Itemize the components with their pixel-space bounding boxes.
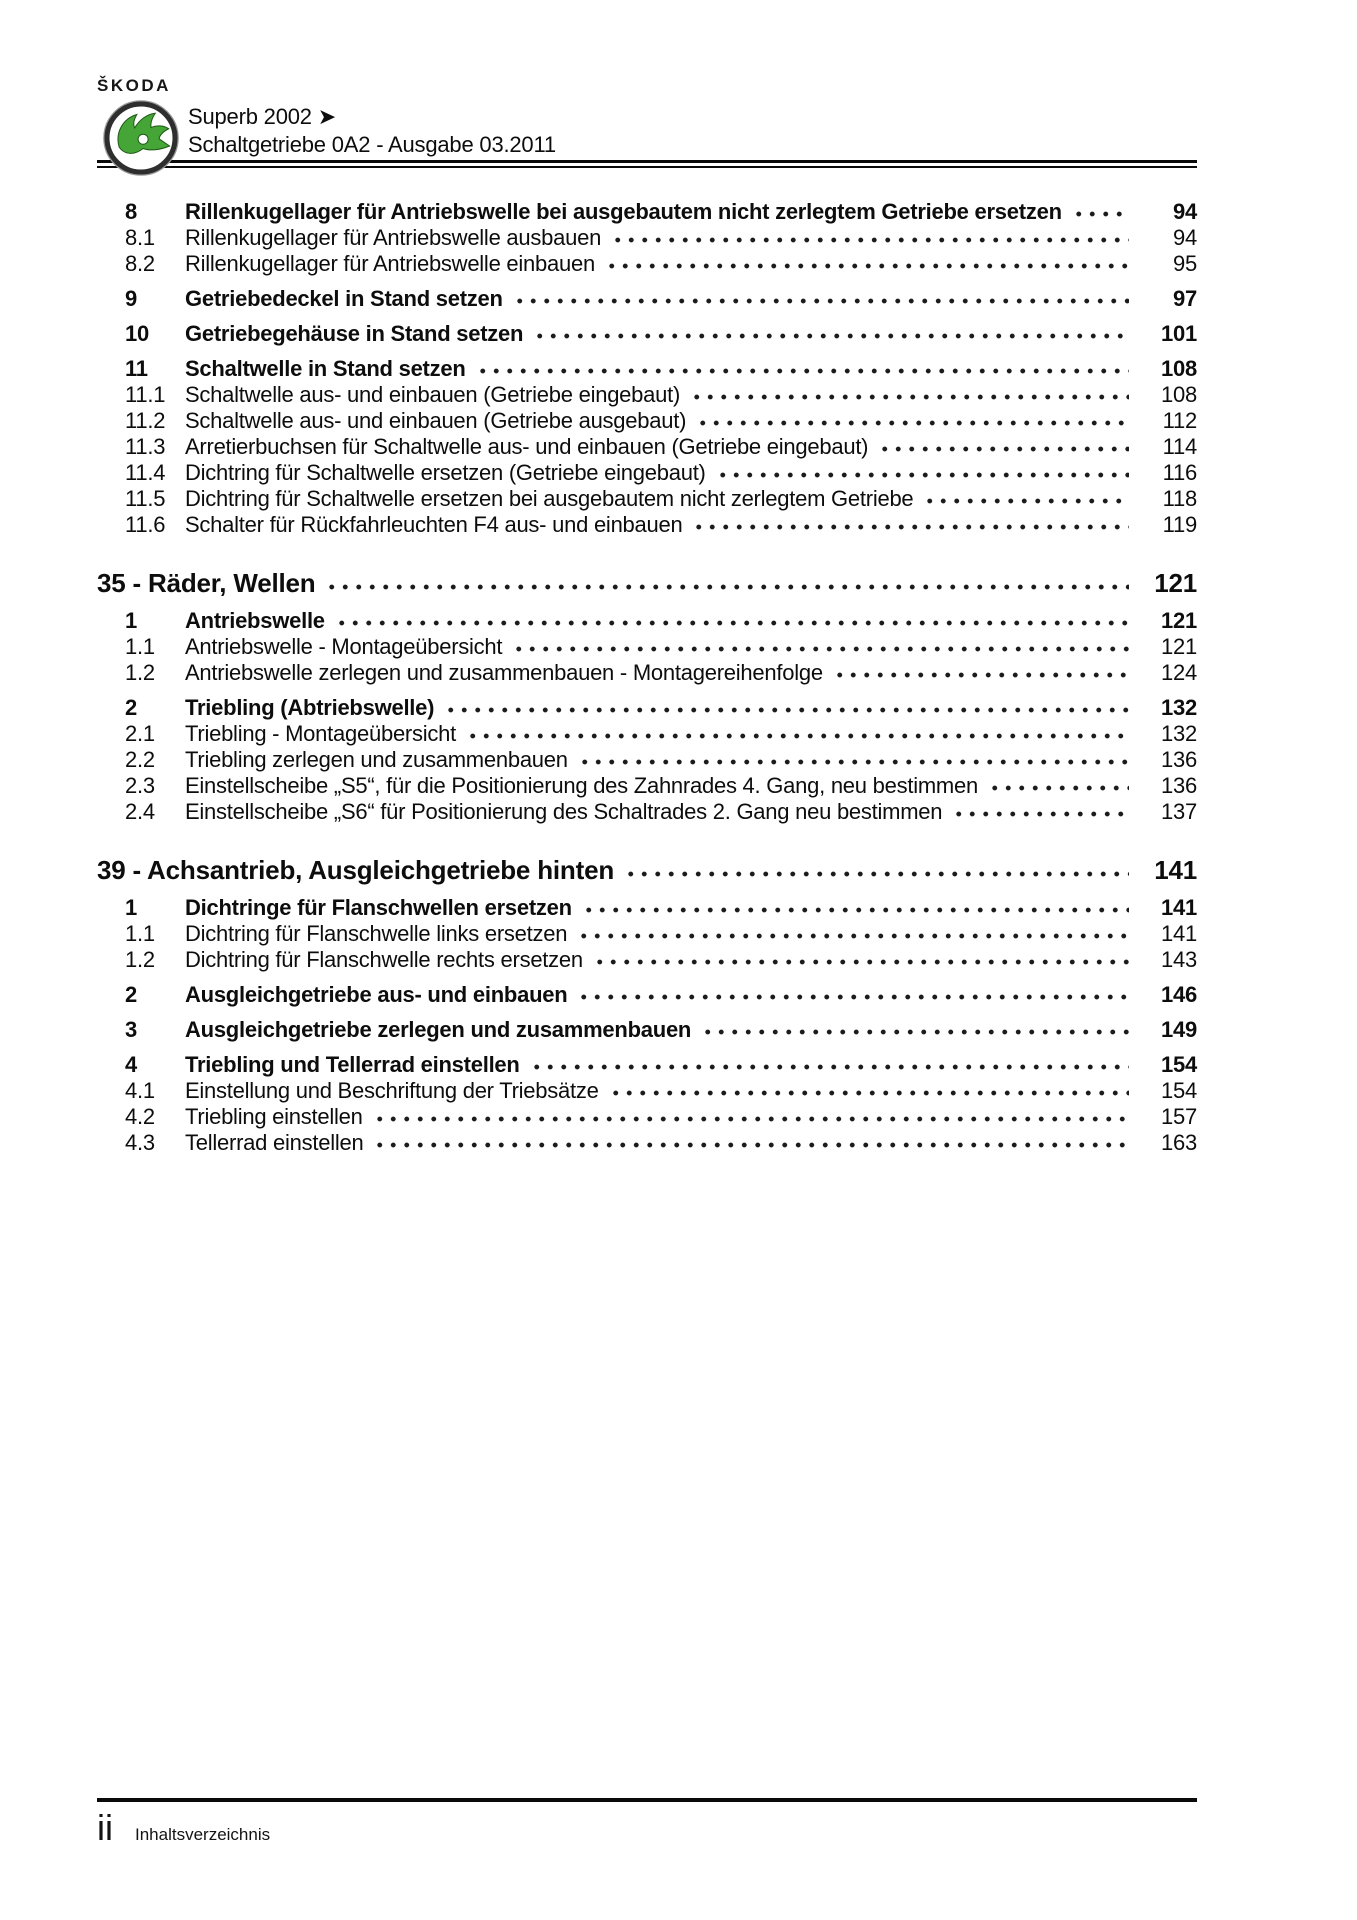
dot-leader	[444, 704, 1129, 715]
entry-page-number: 132	[1161, 695, 1197, 720]
footer-page-number: ii	[97, 1807, 113, 1848]
entry-title: Rillenkugellager für Antriebswelle ausbauen	[185, 225, 602, 250]
entry-page-number: 121	[1161, 634, 1197, 659]
dot-leader	[692, 521, 1129, 532]
table-of-contents	[97, 190, 1197, 1156]
dot-leader	[605, 260, 1129, 271]
toc-entry	[97, 660, 1197, 686]
dot-leader	[696, 417, 1129, 428]
entry-title: Dichtringe für Flanschwellen ersetzen	[185, 895, 572, 920]
section-page-number: 121	[1154, 568, 1197, 598]
entry-title: Antriebswelle zerlegen und zusammenbauen - Montagereihenfolge	[185, 660, 823, 685]
entry-title: Ausgleichgetriebe zerlegen und zusammenbauen	[185, 1017, 692, 1042]
entry-title: Tellerrad einstellen	[185, 1130, 364, 1155]
dot-leader	[335, 617, 1129, 628]
entry-title: Arretierbuchsen für Schaltwelle aus- und einbauen (Getriebe eingebaut)	[185, 434, 869, 459]
entry-number: 8.2	[125, 251, 155, 276]
entry-page-number: 136	[1161, 773, 1197, 798]
dot-leader	[611, 234, 1129, 245]
entry-page-number: 97	[1173, 286, 1197, 311]
entry-number: 11.5	[125, 486, 166, 511]
toc-entry	[97, 382, 1197, 408]
entry-number: 1.1	[125, 634, 155, 659]
entry-number: 3	[125, 1017, 137, 1042]
dot-leader	[624, 868, 1129, 879]
toc-entry	[97, 773, 1197, 799]
entry-title: Dichtring für Flanschwelle rechts ersetzen	[185, 947, 583, 972]
entry-page-number: 124	[1161, 660, 1197, 685]
section-title: 39 - Achsantrieb, Ausgleichgetriebe hinten	[97, 855, 615, 885]
dot-leader	[577, 991, 1129, 1002]
header-text-block	[188, 103, 556, 159]
dot-leader	[373, 1139, 1129, 1150]
dot-leader	[582, 904, 1129, 915]
toc-entry	[97, 695, 1197, 721]
dot-leader	[952, 808, 1129, 819]
entry-number: 11.1	[125, 382, 166, 407]
toc-entry	[97, 1052, 1197, 1078]
dot-leader	[512, 643, 1129, 654]
entry-page-number: 154	[1161, 1052, 1197, 1077]
entry-number: 2.1	[125, 721, 155, 746]
section-page-number: 141	[1154, 855, 1197, 885]
entry-title: Schalter für Rückfahrleuchten F4 aus- und einbauen	[185, 512, 683, 537]
entry-page-number: 143	[1161, 947, 1197, 972]
entry-number: 1.2	[125, 660, 155, 685]
toc-entry	[97, 921, 1197, 947]
entry-page-number: 137	[1161, 799, 1197, 824]
skoda-wordmark: ŠKODA	[97, 76, 171, 95]
entry-title: Einstellscheibe „S5“, für die Positionierung des Zahnrades 4. Gang, neu bestimmen	[185, 773, 978, 798]
entry-number: 2	[125, 695, 137, 720]
dot-leader	[988, 782, 1129, 793]
entry-page-number: 157	[1161, 1104, 1197, 1129]
entry-page-number: 116	[1162, 460, 1197, 485]
dot-leader	[578, 756, 1129, 767]
entry-number: 4.1	[125, 1078, 155, 1103]
toc-entry	[97, 356, 1197, 382]
dot-leader	[701, 1026, 1129, 1037]
toc-section-row	[97, 568, 1197, 599]
entry-title: Triebling einstellen	[185, 1104, 363, 1129]
entry-title: Getriebegehäuse in Stand setzen	[185, 321, 524, 346]
entry-title: Ausgleichgetriebe aus- und einbauen	[185, 982, 568, 1007]
entry-page-number: 112	[1162, 408, 1197, 433]
skoda-logo-icon	[99, 96, 183, 180]
dot-leader	[609, 1087, 1129, 1098]
toc-entry	[97, 747, 1197, 773]
entry-number: 8	[125, 199, 137, 224]
entry-page-number: 101	[1161, 321, 1197, 346]
toc-entry	[97, 634, 1197, 660]
entry-title: Rillenkugellager für Antriebswelle einbauen	[185, 251, 595, 276]
entry-number: 1	[125, 895, 137, 920]
toc-entry	[97, 895, 1197, 921]
entry-number: 11.4	[125, 460, 166, 485]
dot-leader	[466, 730, 1129, 741]
entry-number: 4.3	[125, 1130, 155, 1155]
entry-page-number: 95	[1173, 251, 1197, 276]
header-model-line: Superb 2002 ➤	[188, 104, 336, 129]
entry-title: Schaltwelle aus- und einbauen (Getriebe eingebaut)	[185, 382, 681, 407]
toc-entry	[97, 408, 1197, 434]
dot-leader	[533, 330, 1129, 341]
entry-number: 11	[125, 356, 148, 381]
entry-number: 10	[125, 321, 149, 346]
toc-entry	[97, 1104, 1197, 1130]
entry-page-number: 94	[1173, 225, 1197, 250]
entry-number: 1.2	[125, 947, 155, 972]
entry-number: 11.6	[125, 512, 166, 537]
toc-entry	[97, 608, 1197, 634]
entry-title: Triebling - Montageübersicht	[185, 721, 456, 746]
entry-title: Antriebswelle	[185, 608, 325, 633]
toc-entry	[97, 251, 1197, 277]
header-subtitle: Schaltgetriebe 0A2 - Ausgabe 03.2011	[188, 132, 556, 157]
entry-number: 2.3	[125, 773, 155, 798]
dot-leader	[878, 443, 1129, 454]
entry-number: 2.2	[125, 747, 155, 772]
dot-leader	[476, 365, 1129, 376]
toc-entry	[97, 512, 1197, 538]
entry-title: Einstellscheibe „S6“ für Positionierung des Schaltrades 2. Gang neu bestimmen	[185, 799, 943, 824]
entry-title: Einstellung und Beschriftung der Triebsätze	[185, 1078, 599, 1103]
toc-entry	[97, 947, 1197, 973]
toc-entry	[97, 721, 1197, 747]
dot-leader	[923, 495, 1129, 506]
entry-title: Dichtring für Schaltwelle ersetzen bei ausgebautem nicht zerlegtem Getriebe	[185, 486, 914, 511]
entry-title: Dichtring für Schaltwelle ersetzen (Getriebe eingebaut)	[185, 460, 706, 485]
entry-number: 1	[125, 608, 137, 633]
entry-page-number: 94	[1173, 199, 1197, 224]
entry-title: Dichtring für Flanschwelle links ersetzen	[185, 921, 568, 946]
entry-number: 9	[125, 286, 137, 311]
entry-title: Triebling (Abtriebswelle)	[185, 695, 435, 720]
footer	[97, 1808, 270, 1848]
entry-number: 4	[125, 1052, 137, 1077]
dot-leader	[833, 669, 1129, 680]
toc-entry	[97, 286, 1197, 312]
dot-leader	[690, 391, 1129, 402]
entry-page-number: 118	[1162, 486, 1197, 511]
dot-leader	[513, 295, 1129, 306]
dot-leader	[1072, 208, 1129, 219]
toc-entry	[97, 225, 1197, 251]
section-title: 35 - Räder, Wellen	[97, 568, 316, 598]
dot-leader	[530, 1061, 1129, 1072]
dot-leader	[373, 1113, 1129, 1124]
toc-entry	[97, 1017, 1197, 1043]
entry-number: 1.1	[125, 921, 155, 946]
entry-title: Antriebswelle - Montageübersicht	[185, 634, 503, 659]
header-rule	[97, 160, 1197, 168]
entry-page-number: 121	[1161, 608, 1197, 633]
entry-page-number: 146	[1161, 982, 1197, 1007]
toc-entry	[97, 486, 1197, 512]
footer-rule	[97, 1798, 1197, 1802]
dot-leader	[593, 956, 1129, 967]
entry-page-number: 108	[1161, 356, 1197, 381]
entry-page-number: 114	[1162, 434, 1197, 459]
entry-number: 8.1	[125, 225, 155, 250]
entry-page-number: 141	[1161, 895, 1197, 920]
entry-title: Getriebedeckel in Stand setzen	[185, 286, 503, 311]
dot-leader	[577, 930, 1129, 941]
entry-title: Triebling zerlegen und zusammenbauen	[185, 747, 568, 772]
entry-title: Triebling und Tellerrad einstellen	[185, 1052, 520, 1077]
toc-entry	[97, 1130, 1197, 1156]
toc-entry	[97, 799, 1197, 825]
entry-page-number: 136	[1161, 747, 1197, 772]
entry-page-number: 119	[1162, 512, 1197, 537]
entry-number: 2.4	[125, 799, 155, 824]
toc-entry	[97, 199, 1197, 225]
entry-title: Rillenkugellager für Antriebswelle bei ausgebautem nicht zerlegtem Getriebe ersetzen	[185, 199, 1062, 224]
entry-title: Schaltwelle aus- und einbauen (Getriebe ausgebaut)	[185, 408, 687, 433]
entry-title: Schaltwelle in Stand setzen	[185, 356, 466, 381]
entry-page-number: 154	[1161, 1078, 1197, 1103]
toc-entry	[97, 982, 1197, 1008]
entry-number: 11.2	[125, 408, 166, 433]
entry-number: 2	[125, 982, 137, 1007]
dot-leader	[716, 469, 1129, 480]
dot-leader	[325, 581, 1129, 592]
entry-page-number: 108	[1161, 382, 1197, 407]
toc-entry	[97, 434, 1197, 460]
entry-number: 11.3	[125, 434, 166, 459]
entry-page-number: 141	[1161, 921, 1197, 946]
entry-number: 4.2	[125, 1104, 155, 1129]
entry-page-number: 132	[1161, 721, 1197, 746]
footer-label: Inhaltsverzeichnis	[135, 1825, 271, 1844]
toc-section-row	[97, 855, 1197, 886]
entry-page-number: 149	[1161, 1017, 1197, 1042]
toc-entry	[97, 321, 1197, 347]
entry-page-number: 163	[1161, 1130, 1197, 1155]
toc-entry	[97, 460, 1197, 486]
toc-entry	[97, 1078, 1197, 1104]
